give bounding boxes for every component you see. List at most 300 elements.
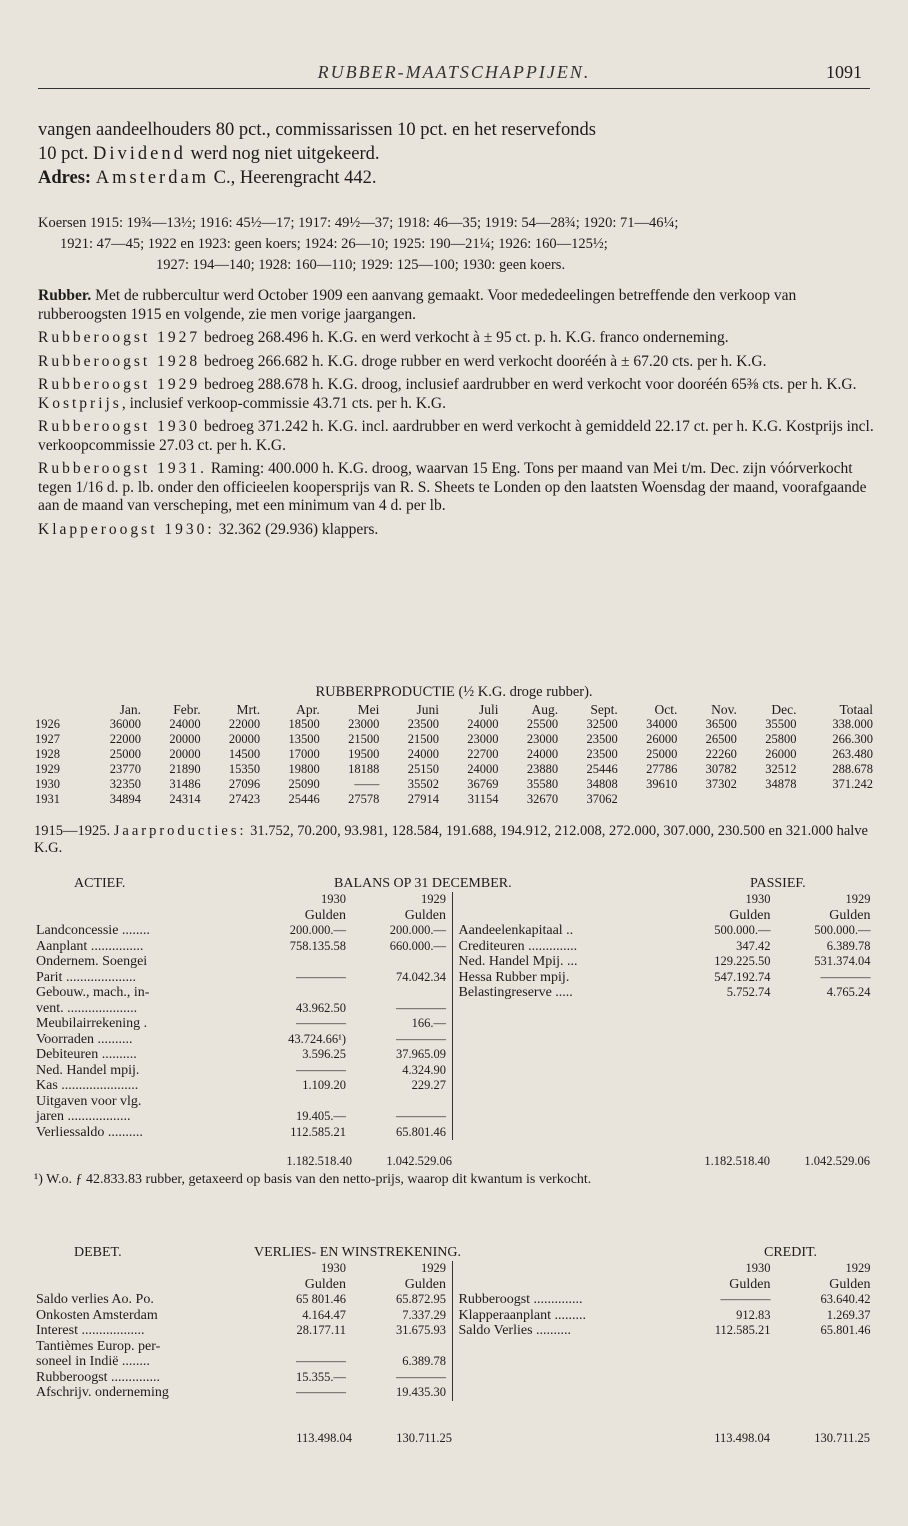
row-label: 1927 <box>35 732 60 746</box>
cell-value: 25150 <box>407 762 439 776</box>
row-label: Tantièmes Europ. per- <box>36 1338 161 1354</box>
currency-label: Gulden <box>304 1276 346 1292</box>
balance-sheet <box>34 876 874 1188</box>
row-label: 1931 <box>35 792 60 806</box>
cell-value: 25446 <box>288 792 320 806</box>
cell-value: ———— <box>296 969 346 984</box>
cell-value: 4.164.47 <box>302 1307 346 1322</box>
profit-loss-account <box>34 1245 874 1446</box>
ledger-row <box>34 1047 448 1063</box>
header-title: RUBBER-MAATSCHAPPIJEN. <box>317 62 591 82</box>
oogst-text: Raming: 400.000 h. K.G. droog, waarvan 15 Eng. Tons per maand van Mei t/m. Dec. zijn vóórverkocht tegen 1/16 d. p. lb. onder den officieelen koopersprijs van R. S. Sheets te Londen op den laatsten Woensdag der maand, voorafgaande aan de maand van verscheping, met een minimum van 4 d. per lb. <box>38 460 867 514</box>
row-label: Gebouw., mach., in- <box>36 985 150 1000</box>
row-label: Kas ...................... <box>36 1078 139 1093</box>
cell-value: 18500 <box>288 717 320 731</box>
cell-value: 23500 <box>586 732 618 746</box>
klapper-text: 32.362 (29.936) klappers. <box>214 520 379 538</box>
row-label: soneel in Indië ........ <box>36 1354 150 1369</box>
cell-value: 21500 <box>348 732 380 746</box>
cell-value: 26000 <box>765 747 797 761</box>
cell-value: 25090 <box>288 777 320 791</box>
row-label: Saldo Verlies .......... <box>458 1323 572 1338</box>
ledger-row <box>34 1109 448 1125</box>
row-label: Ondernem. Soengei <box>36 954 148 969</box>
table-row <box>34 717 874 732</box>
cell-value: 43.724.66¹) <box>288 1031 346 1046</box>
cell-value: ———— <box>396 1000 446 1015</box>
cell-value: 6.389.78 <box>402 1354 446 1368</box>
production-header-row <box>34 702 874 717</box>
rubber-section <box>38 287 874 544</box>
row-label: jaren .................. <box>36 1109 131 1124</box>
cell-value: 19.435.30 <box>396 1385 446 1399</box>
rubber-intro <box>38 287 874 324</box>
year-1930: 1930 <box>745 1261 771 1275</box>
cell-value: 6.389.78 <box>826 938 871 953</box>
oogst-1928 <box>38 353 874 372</box>
debet-column <box>34 1261 453 1401</box>
cell-value: 65.801.46 <box>820 1323 871 1337</box>
row-label: Debiteuren .......... <box>36 1047 137 1062</box>
oogst-text: bedroeg 268.496 h. K.G. en werd verkocht à ± 95 ct. p. h. K.G. franco onderneming. <box>200 329 729 346</box>
row-label: Voorraden .......... <box>36 1031 133 1047</box>
cell-value: 21890 <box>169 762 201 776</box>
ledger-row <box>34 1292 448 1308</box>
pl-totals <box>34 1431 874 1447</box>
column-header: Nov. <box>711 702 737 717</box>
ledger-row <box>34 1094 448 1110</box>
cell-value: 19800 <box>288 762 320 776</box>
cell-value: 129.225.50 <box>714 954 771 968</box>
cell-value: 65.801.46 <box>396 1124 446 1139</box>
row-label: Landconcessie ........ <box>36 923 150 938</box>
year-1930: 1930 <box>745 892 771 906</box>
passief-column <box>453 892 875 1140</box>
row-label: Rubberoogst .............. <box>458 1292 583 1307</box>
oogst-1927 <box>38 329 874 348</box>
cell-value: 23000 <box>526 732 559 746</box>
cell-value <box>348 1339 448 1355</box>
balance-title: BALANS OP 31 DECEMBER. <box>334 876 512 891</box>
oogst-label: Rubberoogst 1930 <box>38 418 201 435</box>
oogst-label: Rubberoogst 1929 <box>38 376 201 393</box>
ledger-row <box>457 954 873 970</box>
cell-value: 15.355.— <box>296 1369 346 1384</box>
row-label: Crediteuren .............. <box>458 938 578 954</box>
cell-value: 63.640.42 <box>820 1292 871 1306</box>
oogst-label: Rubberoogst 1931. <box>38 460 207 477</box>
cell-value <box>248 1339 348 1355</box>
ledger-row <box>34 1016 448 1032</box>
total-1930: 113.498.04 <box>714 1430 770 1445</box>
cell-value: 36769 <box>467 777 499 791</box>
cell-value <box>678 792 738 807</box>
dividend-label: Dividend <box>92 144 186 164</box>
table-row <box>34 732 874 747</box>
cell-value: 547.192.74 <box>714 969 771 984</box>
column-header: Aug. <box>531 702 559 717</box>
ledger-row <box>457 1323 873 1339</box>
cell-value: 200.000.— <box>389 923 446 937</box>
cell-value: ———— <box>296 1385 346 1399</box>
oogst-text: bedroeg 371.242 h. K.G. incl. aardrubber en werd verkocht à gemiddeld 22.17 ct. per h. K.G. Kostprijs incl. verkoopcommissie 27.03 ct. per h. K.G. <box>38 418 874 454</box>
row-label: Afschrijv. onderneming <box>36 1385 169 1400</box>
cell-value: ———— <box>720 1292 771 1306</box>
cell-value: 35500 <box>765 717 797 731</box>
cell-value: 17000 <box>288 747 320 761</box>
passief-label: PASSIEF. <box>750 876 806 891</box>
row-label: Ned. Handel mpij. <box>36 1062 140 1078</box>
row-label: 1928 <box>35 747 60 761</box>
ledger-row <box>457 1308 873 1324</box>
cell-value: 39610 <box>646 777 678 791</box>
address-label: Adres: <box>38 168 92 188</box>
row-label: Ned. Handel Mpij. ... <box>458 954 578 969</box>
ledger-row <box>34 1308 448 1324</box>
cell-value: 31486 <box>169 777 201 791</box>
ledger-row <box>457 923 873 939</box>
cell-value: 229.27 <box>411 1078 446 1092</box>
cell-value <box>248 1094 348 1110</box>
intro-text: 10 pct. <box>38 144 93 164</box>
oogst-text-2: , inclusief verkoop-commissie 43.71 cts. per h. K.G. <box>121 394 446 412</box>
address-city: Amsterdam <box>95 168 210 188</box>
currency-label: Gulden <box>729 907 771 923</box>
row-label: Uitgaven voor vlg. <box>36 1093 142 1109</box>
ledger-row <box>34 954 448 970</box>
table-row <box>34 747 874 762</box>
total-1929: 130.711.25 <box>814 1430 870 1445</box>
cell-value: 25800 <box>765 732 797 746</box>
ledger-row <box>34 1339 448 1355</box>
cell-value: 32350 <box>109 777 141 791</box>
row-label: Klapperaanplant ......... <box>458 1307 587 1323</box>
cell-value: 27578 <box>348 792 380 806</box>
cell-value: 31154 <box>467 792 499 806</box>
cell-value: 24000 <box>467 717 499 731</box>
column-header: Dec. <box>771 702 797 717</box>
year-1929: 1929 <box>421 892 446 906</box>
jaar-label: 1915—1925. <box>34 823 111 839</box>
cell-value: 23500 <box>407 717 439 731</box>
column-header: Juni <box>416 702 439 717</box>
cell-value: 338.000 <box>832 717 873 731</box>
total-1930: 1.182.518.40 <box>704 1154 770 1168</box>
column-header: Sept. <box>590 702 618 717</box>
intro-line-2 <box>38 142 874 166</box>
cell-value: 263.480 <box>832 747 873 761</box>
cell-value: ———— <box>396 1369 446 1384</box>
address-rest: C., Heerengracht 442. <box>209 168 377 188</box>
ledger-row <box>457 1292 873 1308</box>
cell-value <box>619 792 679 807</box>
cell-value <box>738 792 798 807</box>
cell-value: 4.324.90 <box>402 1062 446 1077</box>
cell-value <box>248 985 348 1001</box>
cell-value: 23500 <box>586 747 618 761</box>
row-label: 1929 <box>35 762 60 776</box>
cell-value: 65 801.46 <box>296 1292 346 1306</box>
cell-value: 27786 <box>646 762 678 776</box>
cell-value: 37.965.09 <box>396 1047 446 1061</box>
cell-value: 1.109.20 <box>302 1078 346 1092</box>
oogst-1929 <box>38 376 874 413</box>
cell-value: 19500 <box>348 747 380 761</box>
cell-value: 347.42 <box>736 938 771 953</box>
pl-caption <box>34 1245 874 1261</box>
ledger-row <box>457 970 873 986</box>
cell-value: 27096 <box>228 777 261 791</box>
row-label: Saldo verlies Ao. Po. <box>36 1292 154 1307</box>
row-label: Aandeelenkapitaal .. <box>458 923 574 938</box>
cell-value: 166.— <box>411 1016 446 1030</box>
footnote: ¹) W.o. ƒ 42.833.83 rubber, getaxeerd op basis van den netto-prijs, waarop dit kwantum is verkocht. <box>34 1171 592 1187</box>
cell-value: ———— <box>296 1354 346 1368</box>
koers-line-1: Koersen 1915: 19¾—13½; 1916: 45½—17; 1917: 49½—37; 1918: 46—35; 1919: 54—28¾; 1920: 71—46¼; <box>38 215 679 231</box>
cell-value: 65.872.95 <box>396 1292 446 1306</box>
jaar-heading: Jaarproducties: <box>113 823 247 839</box>
ledger-row <box>34 985 448 1001</box>
cell-value: 34878 <box>765 777 797 791</box>
ledger-row <box>457 939 873 955</box>
cell-value: 112.585.21 <box>714 1323 771 1337</box>
cell-value: 15350 <box>228 762 261 776</box>
cell-value: 24314 <box>169 792 201 806</box>
ledger-row <box>34 970 448 986</box>
cell-value: 24000 <box>526 747 559 761</box>
cell-value: 25000 <box>109 747 141 761</box>
credit-column <box>453 1261 875 1401</box>
currency-label: Gulden <box>829 1276 871 1292</box>
row-label: Verliessaldo .......... <box>36 1124 143 1140</box>
ledger-row <box>457 985 873 1001</box>
cell-value: 20000 <box>228 732 261 746</box>
year-1929: 1929 <box>845 1261 871 1275</box>
cell-value: 36500 <box>705 717 737 731</box>
actief-label: ACTIEF. <box>74 876 126 891</box>
kostprijs-label: Kostprijs <box>38 394 122 412</box>
column-header: Mrt. <box>236 702 261 717</box>
total-1929: 130.711.25 <box>396 1430 452 1445</box>
running-header <box>0 62 908 86</box>
intro-text-2: werd nog niet uitgekeerd. <box>185 144 380 164</box>
cell-value: 21500 <box>407 732 439 746</box>
debet-label: DEBET. <box>74 1245 122 1260</box>
cell-value <box>798 792 874 807</box>
pl-title: VERLIES- EN WINSTREKENING. <box>254 1245 461 1260</box>
cell-value: 32500 <box>586 717 618 731</box>
cell-value: ———— <box>296 1016 346 1030</box>
cell-value: 25500 <box>526 717 559 731</box>
ledger-row <box>34 1370 448 1386</box>
koers-line-3: 1927: 194—140; 1928: 160—110; 1929: 125—100; 1930: geen koers. <box>156 257 566 273</box>
cell-value: 34808 <box>586 777 618 791</box>
address-line <box>38 166 874 190</box>
cell-value: 22700 <box>467 747 499 761</box>
ledger-row <box>34 1323 448 1339</box>
rubber-text: Met de rubbercultur werd October 1909 een aanvang gemaakt. Voor mededeelingen betreffende den verkoop van rubberoogsten 1915 en volgende, zie men vorige jaargangen. <box>38 287 797 323</box>
production-table <box>34 702 874 807</box>
koers-line-2: 1921: 47—45; 1922 en 1923: geen koers; 1924: 26—10; 1925: 190—21¼; 1926: 160—125½; <box>60 236 608 252</box>
cell-value: 371.242 <box>832 777 873 791</box>
cell-value: 531.374.04 <box>814 954 871 968</box>
currency-label: Gulden <box>729 1276 771 1292</box>
currency-label: Gulden <box>829 907 871 923</box>
ledger-row <box>34 1385 448 1401</box>
currency-label: Gulden <box>304 907 346 923</box>
total-1930: 1.182.518.40 <box>286 1154 352 1168</box>
cell-value: 14500 <box>228 747 261 761</box>
cell-value: 37062 <box>586 792 618 806</box>
column-header: Oct. <box>654 702 678 717</box>
cell-value: 112.585.21 <box>290 1124 346 1139</box>
cell-value: 27423 <box>228 792 261 806</box>
cell-value: 27914 <box>407 792 439 806</box>
column-header: Juli <box>479 702 499 717</box>
cell-value: ———— <box>296 1062 346 1077</box>
year-1929: 1929 <box>421 1261 446 1275</box>
total-1929: 1.042.529.06 <box>804 1154 870 1168</box>
cell-value <box>348 954 448 970</box>
ledger-row <box>34 1001 448 1017</box>
cell-value: 25446 <box>586 762 618 776</box>
row-label: 1930 <box>35 777 60 791</box>
intro-line-1: vangen aandeelhouders 80 pct., commissarissen 10 pct. en het reservefonds <box>38 120 596 140</box>
cell-value: 266.300 <box>832 732 873 746</box>
oogst-label: Rubberoogst 1928 <box>38 352 201 370</box>
jaar-text: 31.752, 70.200, 93.981, 128.584, 191.688, 194.912, 212.008, 272.000, 307.000, 230.500 en 321.000 halve K.G. <box>34 823 868 856</box>
column-header: Totaal <box>839 702 873 717</box>
cell-value: 35580 <box>526 777 559 791</box>
row-label: Rubberoogst .............. <box>36 1369 161 1385</box>
cell-value: —— <box>354 777 380 791</box>
row-label: Interest .................. <box>36 1323 145 1338</box>
page-number: 1091 <box>826 62 862 82</box>
ledger-row <box>34 1063 448 1079</box>
oogst-1930 <box>38 418 874 455</box>
row-label: Hessa Rubber mpij. <box>458 969 570 985</box>
cell-value: 30782 <box>705 762 737 776</box>
cell-value: ———— <box>820 969 871 984</box>
row-label: Belastingreserve ..... <box>458 985 573 1000</box>
cell-value: 74.042.34 <box>396 969 446 984</box>
ledger-row <box>34 1125 448 1141</box>
rubber-label: Rubber. <box>38 287 92 304</box>
cell-value: 32670 <box>526 792 559 806</box>
cell-value: 25000 <box>646 747 678 761</box>
cell-value: 24000 <box>407 747 439 761</box>
row-label: 1926 <box>35 717 60 731</box>
cell-value: 23000 <box>348 717 380 731</box>
klapperoogst <box>38 521 874 540</box>
oogst-label: Rubberoogst 1927 <box>38 329 201 346</box>
cell-value: 18188 <box>348 762 380 776</box>
row-label: Aanplant ............... <box>36 938 144 954</box>
cell-value: 23770 <box>109 762 141 776</box>
oogst-text: bedroeg 266.682 h. K.G. droge rubber en werd verkocht dooréén à ± 67.20 cts. per h. K.G. <box>200 352 767 370</box>
cell-value <box>248 954 348 970</box>
cell-value: 32512 <box>765 762 797 776</box>
oogst-1931 <box>38 460 874 516</box>
cell-value: 26000 <box>646 732 678 746</box>
cell-value: ———— <box>396 1109 446 1123</box>
production-title: RUBBERPRODUCTIE (½ K.G. droge rubber). <box>315 684 593 700</box>
cell-value: 22000 <box>109 732 141 746</box>
ledger-row <box>34 1354 448 1370</box>
total-1929: 1.042.529.06 <box>386 1154 452 1168</box>
currency-label: Gulden <box>404 907 446 923</box>
cell-value: 500.000.— <box>714 923 771 937</box>
cell-value: 23000 <box>467 732 499 746</box>
cell-value: 34894 <box>109 792 141 806</box>
ledger-row <box>34 1032 448 1048</box>
cell-value: 24000 <box>467 762 499 776</box>
table-row <box>34 792 874 807</box>
cell-value: 23880 <box>526 762 559 776</box>
cell-value: 912.83 <box>736 1307 771 1322</box>
year-1929: 1929 <box>845 892 871 906</box>
actief-column <box>34 892 453 1140</box>
cell-value: 200.000.— <box>289 923 346 937</box>
cell-value: 36000 <box>109 717 141 731</box>
cell-value: 4.765.24 <box>826 985 871 999</box>
year-1930: 1930 <box>321 892 346 906</box>
cell-value: 43.962.50 <box>296 1000 346 1015</box>
cell-value: 20000 <box>169 732 201 746</box>
column-header: Febr. <box>173 702 201 717</box>
cell-value <box>348 1094 448 1110</box>
cell-value: 22000 <box>228 717 261 731</box>
year-1930: 1930 <box>321 1261 346 1275</box>
cell-value: ———— <box>396 1031 446 1046</box>
column-header <box>34 702 82 717</box>
oogst-text: bedroeg 288.678 h. K.G. droog, inclusief aardrubber en werd verkocht voor dooréén 65⅜ cts. per h. K.G. <box>200 376 857 393</box>
cell-value: 500.000.— <box>814 923 871 937</box>
column-header: Jan. <box>119 702 141 717</box>
row-label: vent. .................... <box>36 1000 138 1016</box>
table-row <box>34 762 874 777</box>
ledger-row <box>34 939 448 955</box>
cell-value: 35502 <box>407 777 439 791</box>
cell-value: 24000 <box>169 717 201 731</box>
balance-caption <box>34 876 874 892</box>
row-label: Meubilairrekening . <box>36 1016 148 1031</box>
cell-value: 7.337.29 <box>402 1307 446 1322</box>
cell-value: 288.678 <box>832 762 873 776</box>
cell-value: 13500 <box>288 732 320 746</box>
cell-value: 3.596.25 <box>302 1047 346 1061</box>
total-1930: 113.498.04 <box>296 1430 352 1445</box>
cell-value: 31.675.93 <box>396 1323 446 1337</box>
column-header: Apr. <box>296 702 320 717</box>
header-rule <box>38 88 870 89</box>
cell-value: 37302 <box>705 777 737 791</box>
cell-value: 20000 <box>169 747 201 761</box>
row-label: Parit .................... <box>36 969 136 985</box>
row-label: Onkosten Amsterdam <box>36 1307 158 1323</box>
balance-totals <box>34 1154 874 1170</box>
column-header: Mei <box>357 702 380 717</box>
share-prices <box>38 213 874 276</box>
cell-value: 660.000.— <box>389 938 446 953</box>
klapper-label: Klapperoogst 1930: <box>38 520 215 538</box>
cell-value <box>348 985 448 1001</box>
cell-value: 22260 <box>705 747 737 761</box>
ledger-row <box>34 923 448 939</box>
cell-value: 1.269.37 <box>826 1307 871 1322</box>
intro-paragraph <box>38 118 874 190</box>
yearly-production <box>34 823 874 857</box>
